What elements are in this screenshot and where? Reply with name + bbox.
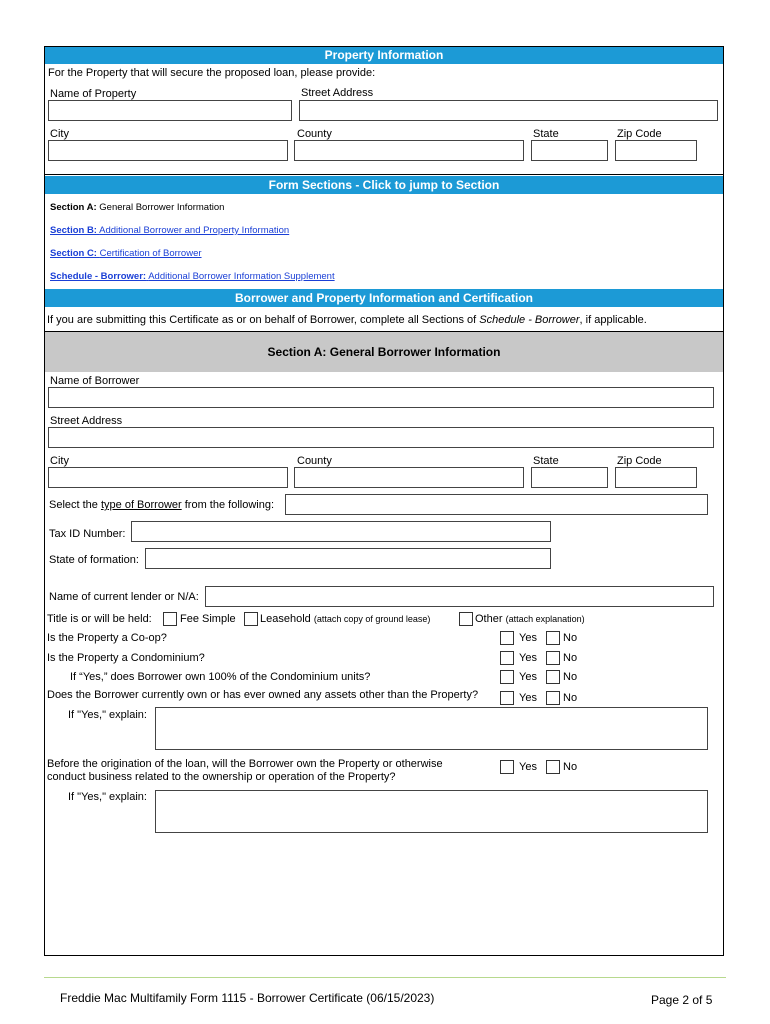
section-c-link[interactable] [50,248,202,259]
divider [45,174,723,175]
footer-page-number: Page 2 of 5 [651,993,713,1007]
other-assets-explain-label: If "Yes," explain: [68,709,147,721]
borrower-county-input[interactable] [294,467,524,488]
property-street-label: Street Address [301,87,374,99]
other-checkbox[interactable] [459,612,473,626]
before-origination-no-label: No [563,761,578,773]
tax-id-label: Tax ID Number: [49,528,126,540]
schedule-borrower-link[interactable] [50,271,335,282]
form-sections-header: Form Sections - Click to jump to Section [45,176,723,194]
borrower-type-underline: type of Borrower [100,499,182,511]
leasehold-text: Leasehold [260,613,311,625]
property-street-input[interactable] [299,100,718,121]
borrower-type-post: from the following: [181,499,275,511]
certification-note-pre: If you are submitting this Certificate as or on behalf of Borrower, complete all Sections of [47,314,480,326]
property-info-header: Property Information [45,47,723,64]
condo-100-no-label: No [563,671,578,683]
before-origination-explain-input[interactable] [155,790,708,833]
other-assets-no-checkbox[interactable] [546,691,560,705]
borrower-county-label: County [297,455,332,467]
state-of-formation-label: State of formation: [49,554,139,566]
before-origination-yes-checkbox[interactable] [500,760,514,774]
footer-form-title: Freddie Mac Multifamily Form 1115 - Borrower Certificate (06/15/2023) [60,991,435,1005]
schedule-borrower-text: Additional Borrower Information Supplement [148,271,335,282]
other-assets-question: Does the Borrower currently own or has ever owned any assets other than the Property? [47,689,479,701]
state-of-formation-input[interactable] [145,548,551,569]
property-zip-input[interactable] [615,140,697,161]
fee-simple-checkbox[interactable] [163,612,177,626]
certification-header: Borrower and Property Information and Certification [45,289,723,307]
condo-100-yes-checkbox[interactable] [500,670,514,684]
other-note: (attach explanation) [505,614,585,624]
other-assets-explain-input[interactable] [155,707,708,750]
other-assets-yes-checkbox[interactable] [500,691,514,705]
borrower-zip-input[interactable] [615,467,697,488]
borrower-type-label [49,499,274,511]
property-city-label: City [50,128,69,140]
other-text: Other [475,613,503,625]
condo-yes-label: Yes [519,652,537,664]
section-b-key: Section B: [50,225,97,236]
certification-note-post: , if applicable. [579,314,647,326]
tax-id-input[interactable] [131,521,551,542]
property-state-label: State [533,128,559,140]
coop-yes-label: Yes [519,632,537,644]
other-assets-yes-label: Yes [519,692,537,704]
borrower-street-input[interactable] [48,427,714,448]
before-origination-explain-label: If "Yes," explain: [68,791,147,803]
condo-100-question: If “Yes,” does Borrower own 100% of the Condominium units? [70,671,371,683]
property-county-input[interactable] [294,140,524,161]
borrower-city-label: City [50,455,69,467]
other-assets-no-label: No [563,692,578,704]
condo-no-label: No [563,652,578,664]
coop-yes-checkbox[interactable] [500,631,514,645]
coop-no-label: No [563,632,578,644]
section-a-text: General Borrower Information [99,202,225,213]
footer-rule [44,977,726,978]
coop-question: Is the Property a Co-op? [47,632,167,644]
borrower-city-input[interactable] [48,467,288,488]
leasehold-note: (attach copy of ground lease) [313,614,431,624]
section-b-text: Additional Borrower and Property Information [99,225,290,236]
other-label [475,613,585,625]
certification-note-em: Schedule - Borrower [479,314,580,326]
leasehold-label [260,613,430,625]
property-county-label: County [297,128,332,140]
property-intro: For the Property that will secure the proposed loan, please provide: [48,67,376,79]
property-name-input[interactable] [48,100,292,121]
schedule-borrower-key: Schedule - Borrower: [50,271,147,282]
borrower-name-label: Name of Borrower [50,375,140,387]
borrower-state-label: State [533,455,559,467]
before-origination-line1: Before the origination of the loan, will the Borrower own the Property or otherwise [47,758,443,770]
condo-yes-checkbox[interactable] [500,651,514,665]
section-c-text: Certification of Borrower [99,248,202,259]
condo-100-yes-label: Yes [519,671,537,683]
name-of-property-label: Name of Property [50,88,137,100]
property-city-input[interactable] [48,140,288,161]
condo-no-checkbox[interactable] [546,651,560,665]
before-origination-no-checkbox[interactable] [546,760,560,774]
section-a-item [50,202,224,213]
property-state-input[interactable] [531,140,608,161]
borrower-type-select[interactable] [285,494,708,515]
certification-note [47,314,647,326]
current-lender-input[interactable] [205,586,714,607]
fee-simple-label: Fee Simple [180,613,236,625]
condo-question: Is the Property a Condominium? [47,652,205,664]
leasehold-checkbox[interactable] [244,612,258,626]
current-lender-label: Name of current lender or N/A: [49,591,199,603]
section-a-key: Section A: [50,202,97,213]
coop-no-checkbox[interactable] [546,631,560,645]
before-origination-yes-label: Yes [519,761,537,773]
section-b-link[interactable] [50,225,289,236]
property-zip-label: Zip Code [617,128,662,140]
borrower-street-label: Street Address [50,415,123,427]
borrower-name-input[interactable] [48,387,714,408]
borrower-state-input[interactable] [531,467,608,488]
title-held-label: Title is or will be held: [47,613,152,625]
condo-100-no-checkbox[interactable] [546,670,560,684]
before-origination-line2: conduct business related to the ownership or operation of the Property? [47,771,396,783]
section-c-key: Section C: [50,248,97,259]
borrower-type-pre: Select the [49,499,101,511]
section-a-header: Section A: General Borrower Information [45,332,723,372]
borrower-zip-label: Zip Code [617,455,662,467]
